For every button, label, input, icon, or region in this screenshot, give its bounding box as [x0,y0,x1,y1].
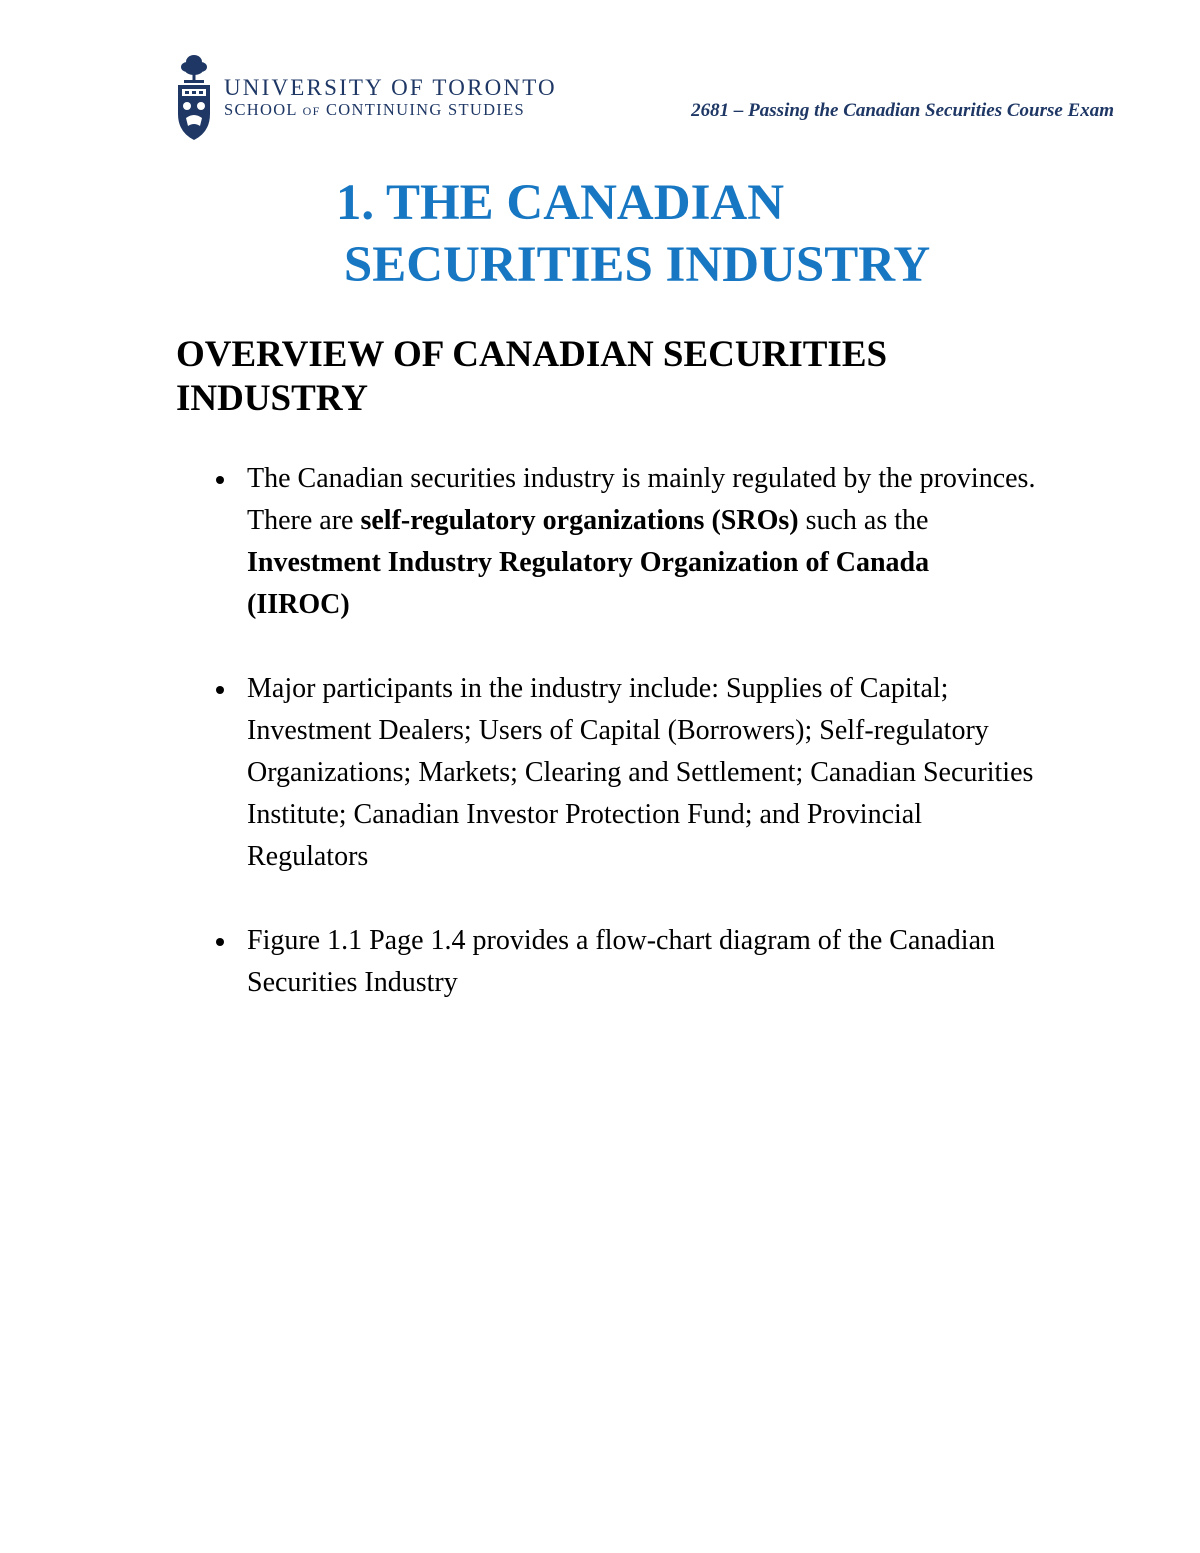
chapter-title-line1: 1. THE CANADIAN [335,175,785,231]
school-name: SCHOOL OF CONTINUING STUDIES [224,100,525,119]
bullet-list [176,458,1036,1046]
chapter-title [0,172,1200,296]
university-name: UNIVERSITY OF TORONTO [224,75,557,100]
university-wordmark [224,76,557,121]
list-item: The Canadian securities industry is mainly regulated by the provinces. There are self-regulatory organizations (SROs) such as the Investment Industry Regulatory Organization of Canada (IIROC) [176,458,1036,626]
list-item: Figure 1.1 Page 1.4 provides a flow-chart diagram of the Canadian Securities Industry [176,920,1036,1004]
list-item: Major participants in the industry include: Supplies of Capital; Investment Dealers; Users of Capital (Borrowers); Self-regulatory Organizations; Markets; Clearing and Settlement; Canadian Securities Institute; Canadian Investor Protection Fund; and Provincial Regulators [176,668,1036,878]
university-crest-icon [174,52,214,142]
section-heading: OVERVIEW OF CANADIAN SECURITIES INDUSTRY [176,334,888,419]
page-header [174,52,1114,142]
chapter-title-line2: SECURITIES INDUSTRY [343,237,931,293]
course-title: 2681 – Passing the Canadian Securities Course Exam [691,100,1114,121]
bold-term-sros: self-regulatory organizations (SROs) [360,505,799,536]
bold-term-iiroc: Investment Industry Regulatory Organization of Canada (IIROC) [247,547,930,620]
